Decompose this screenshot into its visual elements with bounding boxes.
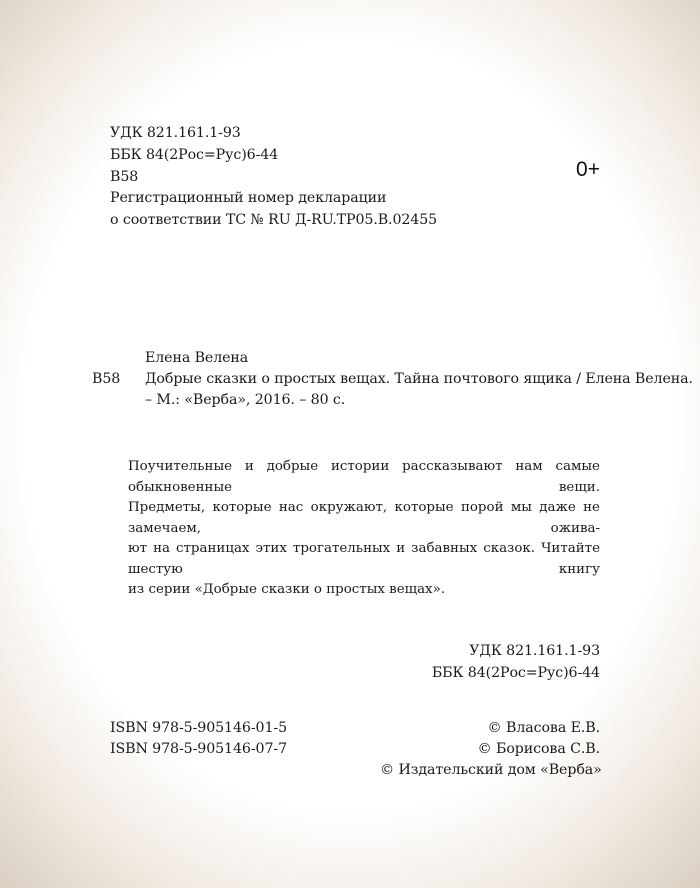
classification-bbk: ББК 84(2Рос=Рус)6-44	[431, 665, 600, 681]
bibliography-author: Елена Велена	[145, 350, 249, 366]
bibliography-title: Добрые сказки о простых вещах. Тайна почтового ящика / Елена Велена.	[145, 371, 693, 387]
copyright-line: © Власова Е.В.	[487, 720, 600, 736]
header-code: В58	[110, 169, 139, 185]
age-rating: 0+	[576, 158, 600, 181]
classification-udk: УДК 821.161.1-93	[469, 643, 600, 659]
declaration-line-1: Регистрационный номер декларации	[110, 190, 387, 206]
annotation-line: Поучительные и добрые истории рассказывают нам самые обыкновенные вещи.	[128, 459, 600, 495]
annotation-line: Предметы, которые нас окружают, которые порой мы даже не замечаем, ожива-	[128, 500, 600, 536]
declaration-line-2: о соответствии ТС № RU Д-RU.ТР05.В.02455	[110, 212, 438, 228]
copyright-line: © Издательский дом «Верба»	[380, 762, 602, 778]
isbn-line: ISBN 978-5-905146-07-7	[110, 741, 287, 757]
annotation-line: ют на страницах этих трогательных и забавных сказок. Читайте шестую книгу	[128, 541, 600, 577]
header-udk: УДК 821.161.1-93	[110, 125, 241, 141]
isbn-line: ISBN 978-5-905146-01-5	[110, 720, 287, 736]
bibliography-code: В58	[92, 371, 121, 387]
copyright-line: © Борисова С.В.	[477, 741, 600, 757]
header-bbk: ББК 84(2Рос=Рус)6-44	[110, 147, 279, 163]
annotation-paragraph	[128, 457, 600, 601]
annotation-line: из серии «Добрые сказки о простых вещах».	[128, 582, 446, 597]
bibliography-imprint: – М.: «Верба», 2016. – 80 с.	[145, 392, 346, 408]
